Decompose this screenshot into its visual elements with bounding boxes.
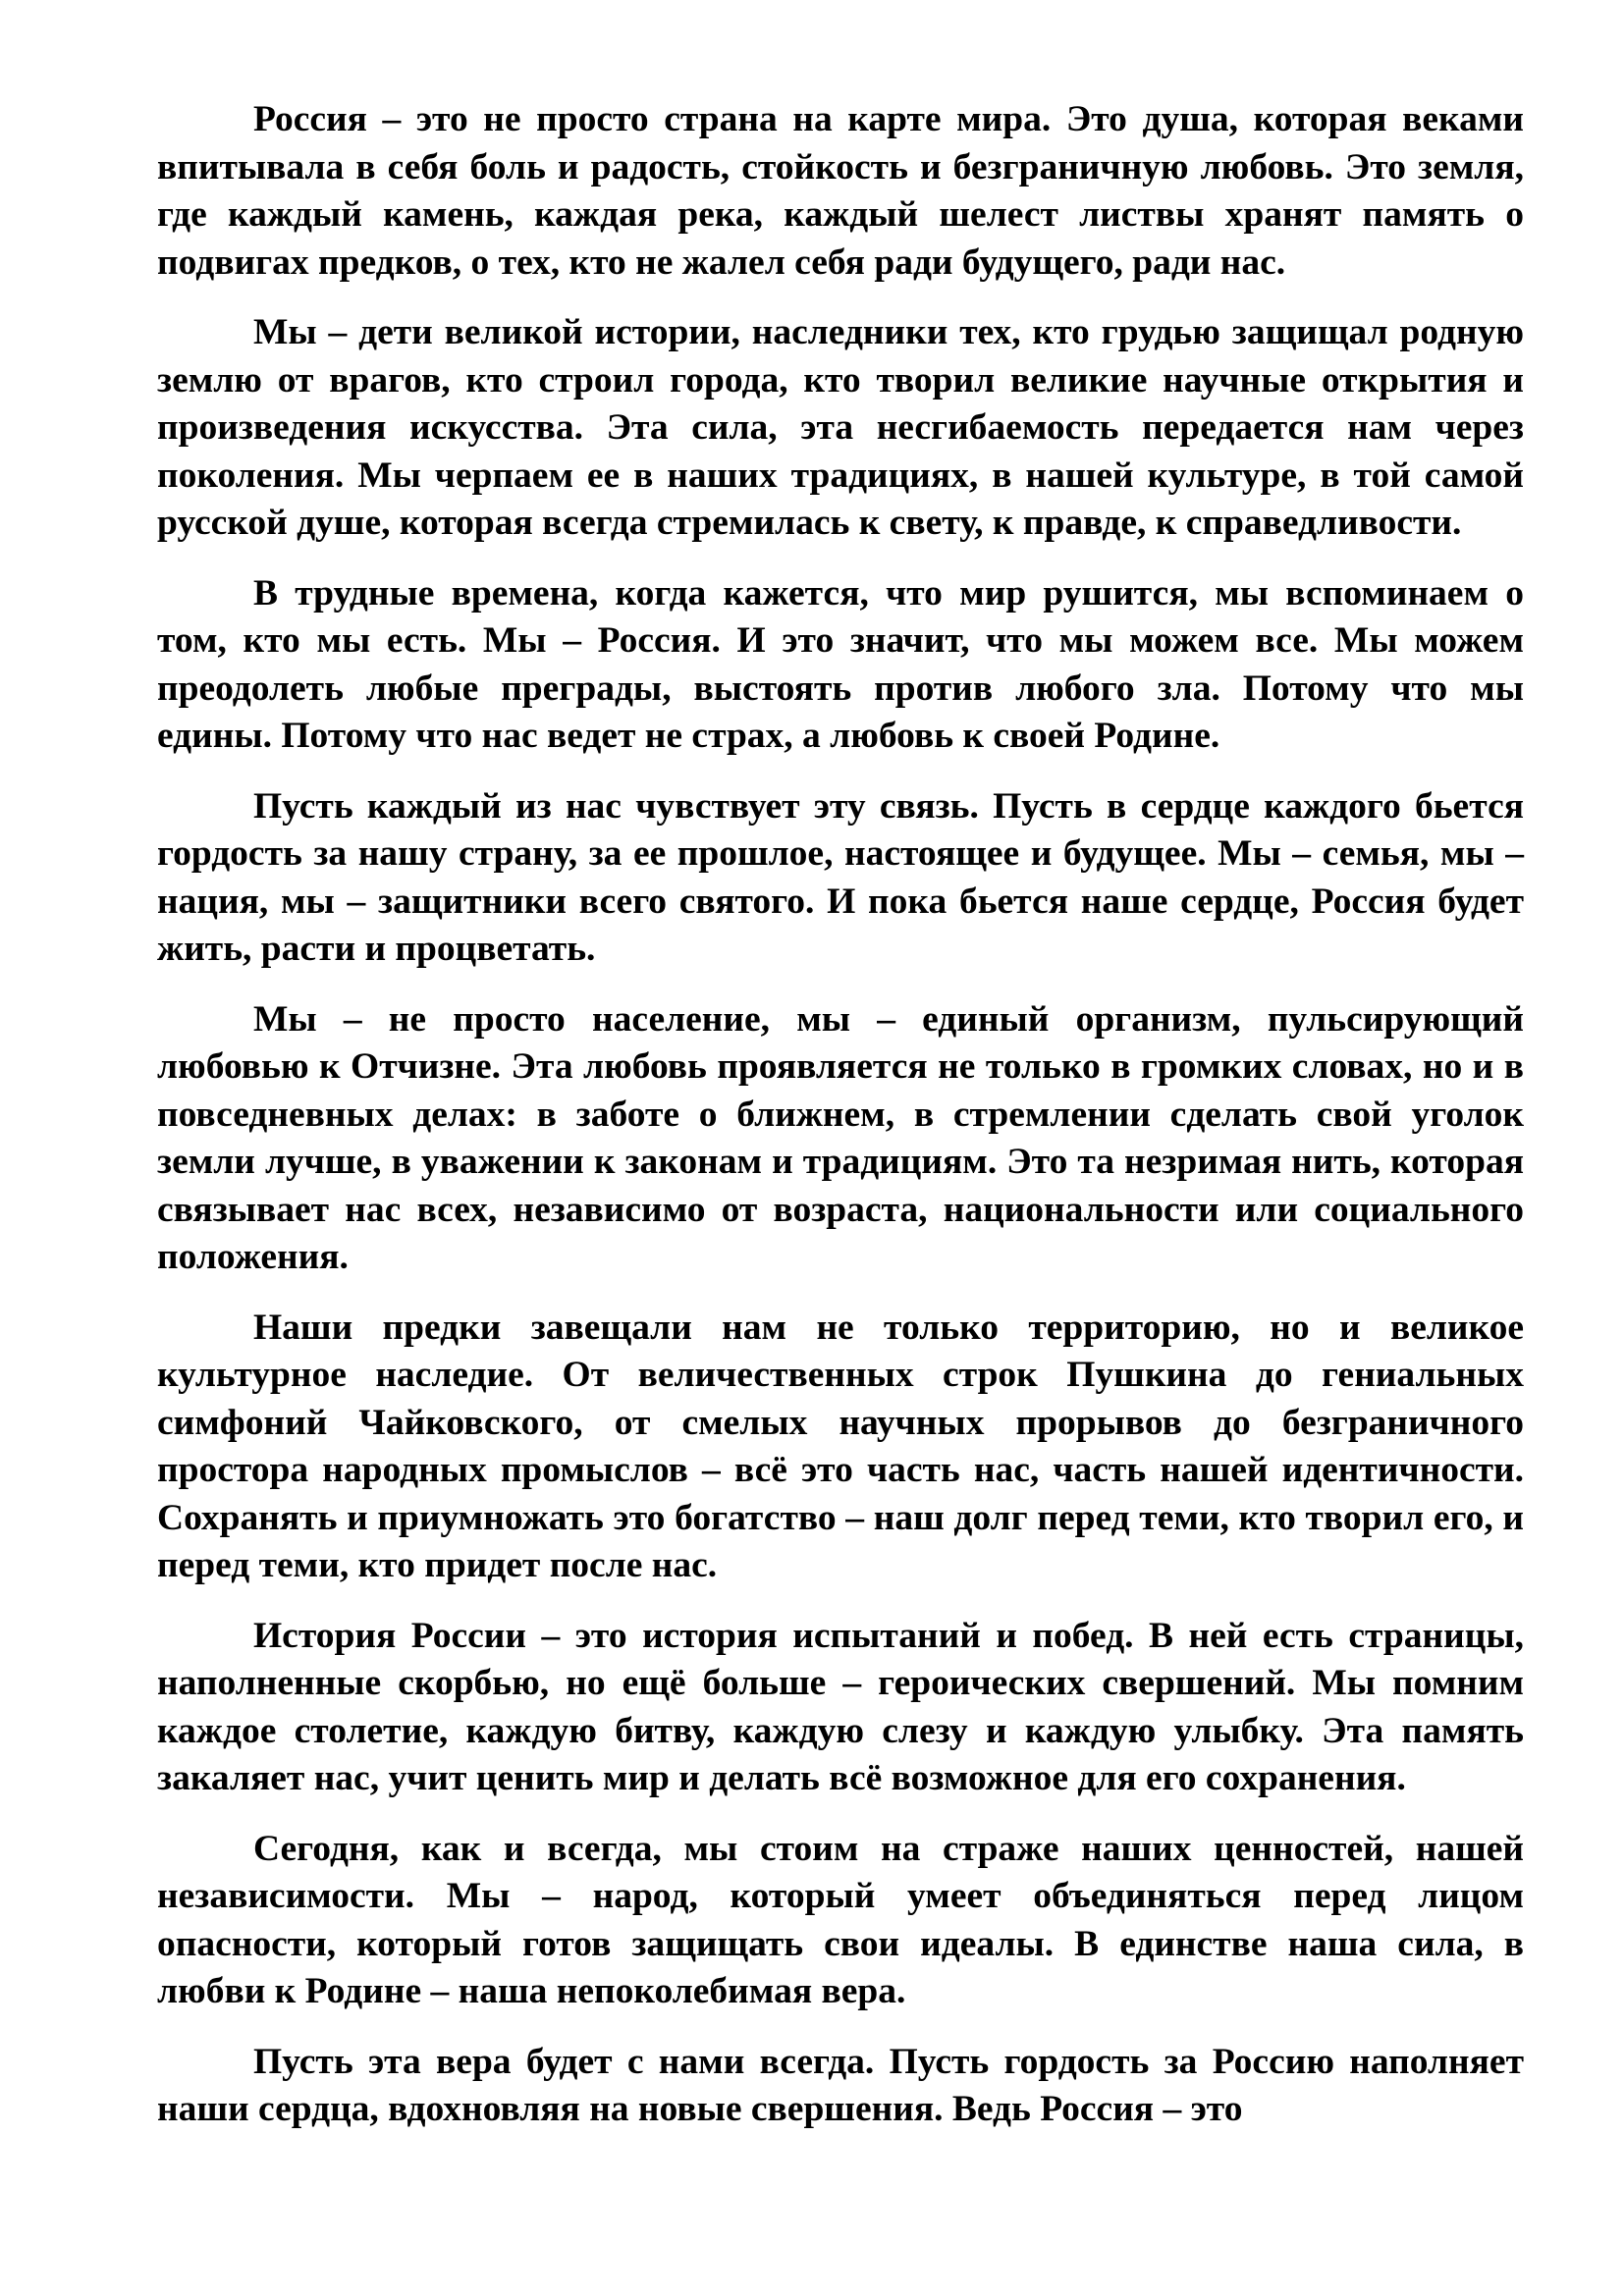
paragraph-7: История России – это история испытаний и побед. В ней есть страницы, наполненные скорбью, но ещё больше – героических свершений. Мы помним каждое столетие, каждую битву, каждую слезу и каждую улыбку. Эта память закаляет нас, учит ценить мир и делать всё возможное для его сохранения.: [157, 1615, 1524, 1798]
document-page: [157, 96, 1524, 2157]
paragraph-4: Пусть каждый из нас чувствует эту связь. Пусть в сердце каждого бьется гордость за нашу страну, за ее прошлое, настоящее и будущее. Мы – семья, мы – нация, мы – защитники всего святого. И пока бьется наше сердце, Россия будет жить, расти и процветать.: [157, 785, 1524, 969]
paragraph-6: Наши предки завещали нам не только территорию, но и великое культурное наследие. От величественных строк Пушкина до гениальных симфоний Чайковского, от смелых научных прорывов до безграничного простора народных промыслов – всё это часть нас, часть нашей идентичности. Сохранять и приумножать это богатство – наш долг перед теми, кто творил его, и перед теми, кто придет после нас.: [157, 1307, 1524, 1585]
paragraph-1: Россия – это не просто страна на карте мира. Это душа, которая веками впитывала в себя боль и радость, стойкость и безграничную любовь. Это земля, где каждый камень, каждая река, каждый шелест листвы хранят память о подвигах предков, о тех, кто не жалел себя ради будущего, ради нас.: [157, 99, 1524, 283]
paragraph-9: Пусть эта вера будет с нами всегда. Пусть гордость за Россию наполняет наши сердца, вдохновляя на новые свершения. Ведь Россия – это: [157, 2041, 1524, 2129]
paragraph-2: Мы – дети великой истории, наследники тех, кто грудью защищал родную землю от врагов, кто строил города, кто творил великие научные открытия и произведения искусства. Эта сила, эта несгибаемость передается нам через поколения. Мы черпаем ее в наших традициях, в нашей культуре, в той самой русской душе, которая всегда стремилась к свету, к правде, к справедливости.: [157, 312, 1524, 543]
paragraph-3: В трудные времена, когда кажется, что мир рушится, мы вспоминаем о том, кто мы есть. Мы – Россия. И это значит, что мы можем все. Мы можем преодолеть любые преграды, выстоять против любого зла. Потому что мы едины. Потому что нас ведет не страх, а любовь к своей Родине.: [157, 572, 1524, 756]
paragraph-8: Сегодня, как и всегда, мы стоим на страже наших ценностей, нашей независимости. Мы – народ, который умеет объединяться перед лицом опасности, который готов защищать свои идеалы. В единстве наша сила, в любви к Родине – наша непоколебимая вера.: [157, 1828, 1524, 2011]
paragraph-5: Мы – не просто население, мы – единый организм, пульсирующий любовью к Отчизне. Эта любовь проявляется не только в громких словах, но и в повседневных делах: в заботе о ближнем, в стремлении сделать свой уголок земли лучше, в уважении к законам и традициям. Это та незримая нить, которая связывает нас всех, независимо от возраста, национальности или социального положения.: [157, 998, 1524, 1277]
